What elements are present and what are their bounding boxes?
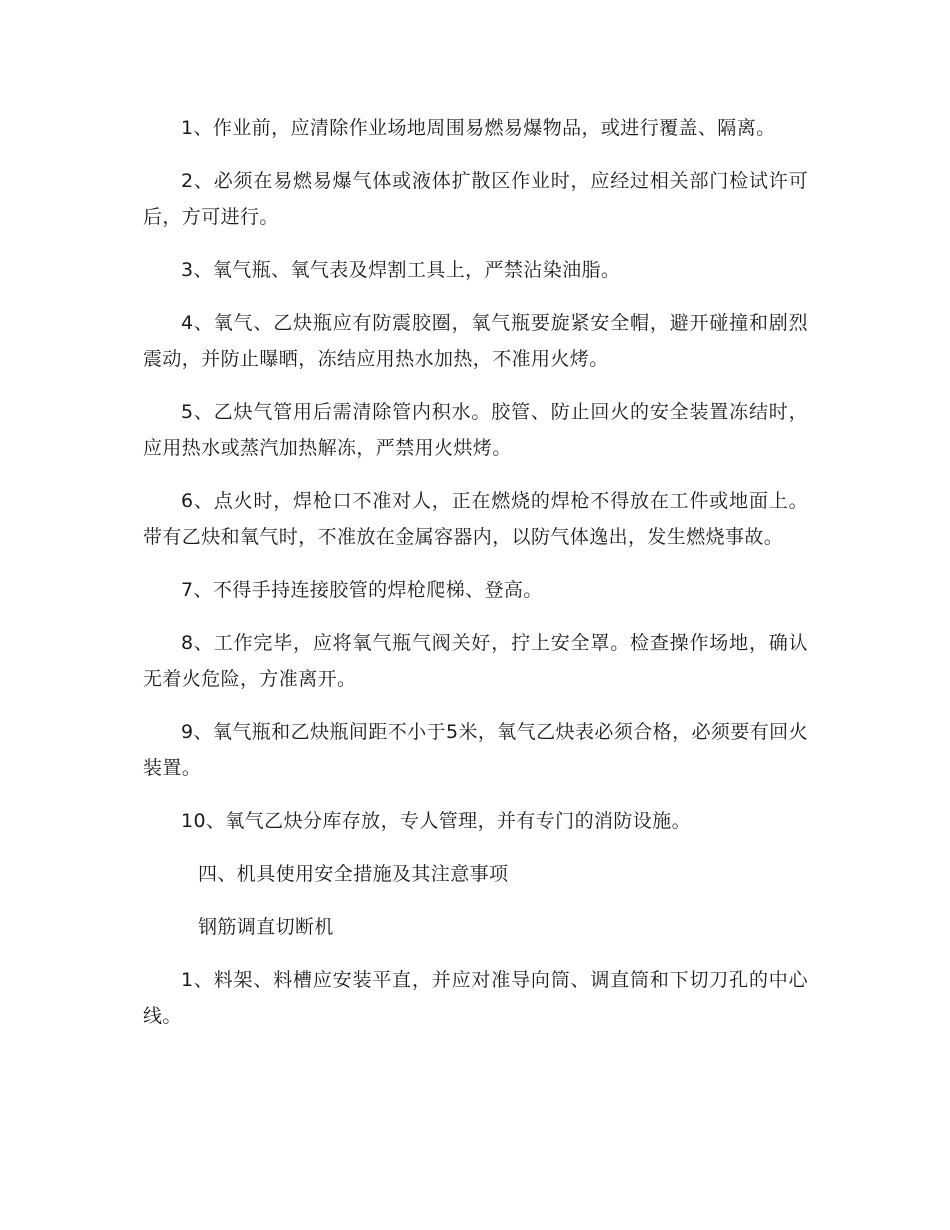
paragraph-7: 7、不得手持连接胶管的焊枪爬梯、登高。 (181, 579, 543, 601)
paragraph-4: 4、氧气、乙炔瓶应有防震胶圈，氧气瓶要旋紧安全帽，避开碰撞和剧烈震动，并防止曝晒，冻结应用热水加热，不准用火烤。 (143, 312, 808, 370)
paragraph-3: 3、氧气瓶、氧气表及焊割工具上，严禁沾染油脂。 (181, 259, 621, 281)
paragraph-5: 5、乙炔气管用后需清除管内积水。胶管、防止回火的安全装置冻结时，应用热水或蒸汽加热解冻，严禁用火烘烤。 (143, 401, 808, 459)
paragraph-8: 8、工作完毕，应将氧气瓶气阀关好，拧上安全罩。检查操作场地，确认无着火危险，方准离开。 (143, 632, 808, 690)
paragraph-1: 1、作业前，应清除作业场地周围易燃易爆物品，或进行覆盖、隔离。 (181, 117, 776, 139)
section-heading: 四、机具使用安全措施及其注意事项 (198, 863, 509, 885)
subsection-paragraph-1: 1、料架、料槽应安装平直，并应对准导向筒、调直筒和下切刀孔的中心线。 (143, 969, 808, 1027)
paragraph-10: 10、氧气乙炔分库存放，专人管理，并有专门的消防设施。 (181, 810, 691, 832)
paragraph-9: 9、氧气瓶和乙炔瓶间距不小于5米，氧气乙炔表必须合格，必须要有回火装置。 (143, 721, 808, 779)
document-body (143, 110, 808, 1051)
paragraph-2: 2、必须在易燃易爆气体或液体扩散区作业时，应经过相关部门检试许可后，方可进行。 (143, 170, 808, 228)
paragraph-6: 6、点火时，焊枪口不准对人，正在燃烧的焊枪不得放在工件或地面上。带有乙炔和氧气时，不准放在金属容器内，以防气体逸出，发生燃烧事故。 (143, 490, 808, 548)
subsection-heading: 钢筋调直切断机 (198, 916, 334, 938)
